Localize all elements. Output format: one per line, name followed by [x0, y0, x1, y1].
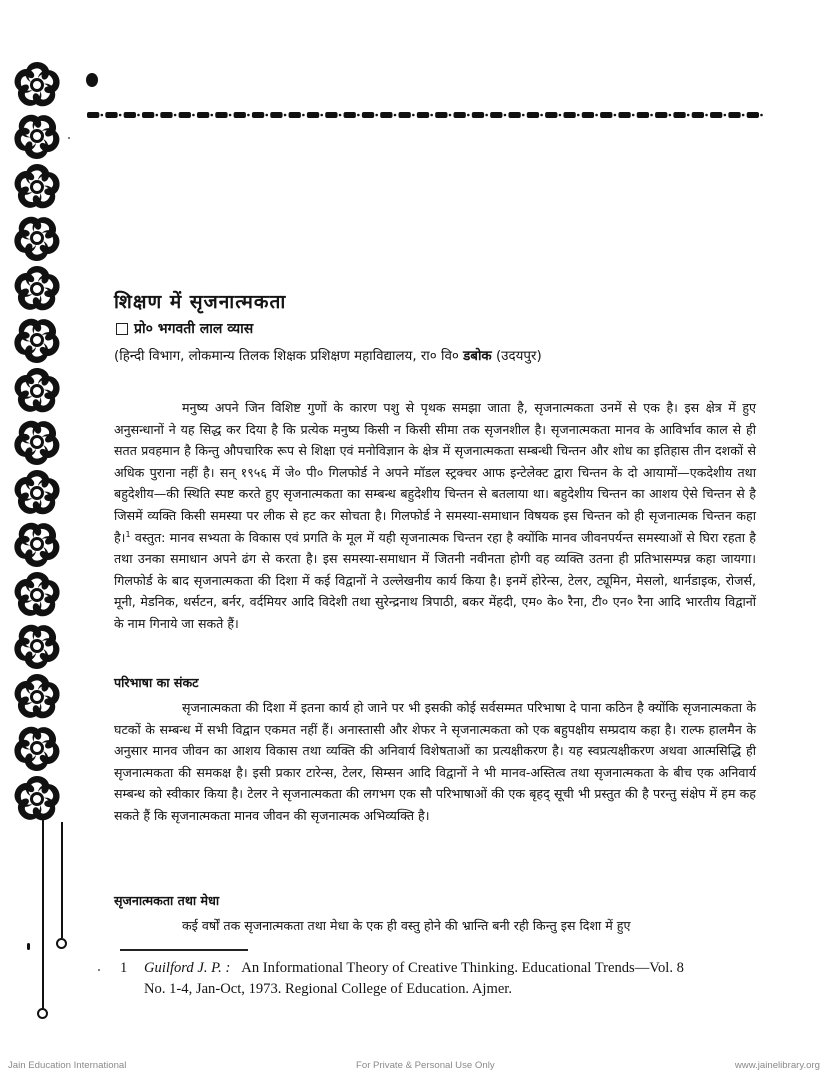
swirl-ornament-icon: [12, 364, 62, 418]
footer-website-link[interactable]: www.jainelibrary.org: [734, 1060, 820, 1071]
footnote-divider: [120, 949, 248, 951]
swirl-ornament-icon: [12, 772, 62, 826]
affiliation-text: (हिन्दी विभाग, लोकमान्य तिलक शिक्षक प्रशिक्षण महाविद्यालय, रा० वि०: [114, 349, 464, 364]
swirl-ornament-icon: [12, 517, 62, 571]
author-affiliation: [114, 346, 542, 364]
affiliation-place: डबोक: [463, 349, 492, 364]
footnote-citation: An Informational Theory of Creative Thinking. Educational Trends—Vol. 8: [241, 960, 684, 976]
footnote-line-1: [120, 958, 760, 979]
border-ring-icon: [56, 938, 67, 949]
border-tick-mark: [27, 943, 30, 950]
swirl-ornament-icon: [12, 160, 62, 214]
footer-usage-note: For Private & Personal Use Only: [356, 1060, 495, 1071]
border-line-short: [61, 822, 63, 938]
swirl-ornament-icon: [12, 58, 62, 112]
footnote-number: 1: [120, 960, 128, 976]
swirl-ornament-icon: [12, 466, 62, 520]
footer-publisher: Jain Education International: [8, 1060, 127, 1071]
swirl-ornament-icon: [12, 313, 62, 367]
header-bullet-icon: [86, 73, 98, 87]
body-paragraph: कई वर्षों तक सृजनात्मकता तथा मेधा के एक ही वस्तु होने की भ्रान्ति बनी रही किन्तु इस दिशा में हुए: [182, 918, 631, 933]
swirl-ornament-icon: [12, 721, 62, 775]
scan-speck: [68, 137, 70, 139]
footnote: [120, 958, 760, 1000]
footnote-reference[interactable]: 1: [125, 529, 131, 539]
swirl-ornament-icon: [12, 619, 62, 673]
intro-section: [114, 397, 756, 635]
section-heading-creativity-intelligence: सृजनात्मकता तथा मेधा: [114, 893, 220, 908]
swirl-ornament-icon: [12, 415, 62, 469]
header-dashed-rule: [86, 111, 764, 119]
border-line-long: [42, 818, 44, 1010]
author-box-icon: [116, 323, 128, 335]
scan-speck: [98, 969, 100, 971]
footnote-line-2: No. 1-4, Jan-Oct, 1973. Regional College of Education. Ajmer.: [144, 981, 513, 997]
swirl-ornament-icon: [12, 211, 62, 265]
creativity-intelligence-section: [114, 915, 756, 937]
swirl-ornament-icon: [12, 670, 62, 724]
definition-section: [114, 697, 756, 827]
swirl-ornament-icon: [12, 568, 62, 622]
footnote-author: Guilford J. P. :: [144, 960, 231, 976]
paragraph-text: वस्तुत: मानव सभ्यता के विकास एवं प्रगति के मूल में यही सृजनात्मक चिन्तन रहा है क्योंकि मानव जीवनपर्यन्त समस्याओं से घिरा रहता है तथा उनका समाधान अपने ढंग से करता है। इस समस्या-समाधान में जितनी नवीनता होगी वह व्यक्ति उतना ही प्रतिभासम्पन्न कहा जायगा। गिलफोर्ड के बाद सृजनात्मकता की दिशा में कई विद्वानों ने उल्लेखनीय कार्य किया है। इनमें होरेन्स, टेलर, ट्यूमिन, मेसलो, थार्नडाइक, रोजर्स, मूनी, मेडनिक, थर्सटन, बर्नर, वर्दमियर आदि विदेशी तथा सुरेन्द्रनाथ त्रिपाठी, बकर मेंहदी, एम० के० रैना, टी० एन० रैना आदि भारतीय विद्वानों के नाम गिनाये जा सकते हैं।: [114, 529, 756, 631]
article-title: शिक्षण में सृजनात्मकता: [114, 291, 287, 313]
ornamental-border: [12, 58, 72, 818]
swirl-ornament-icon: [12, 109, 62, 163]
author-line: [116, 319, 253, 338]
paragraph-text: मनुष्य अपने जिन विशिष्ट गुणों के कारण पशु से पृथक समझा जाता है, सृजनात्मकता उनमें से एक है। इस क्षेत्र में हुए अनुसन्धानों ने यह सिद्ध कर दिया है कि प्रत्येक मनुष्य किसी न किसी सीमा तक सृजनशील है। सृजनात्मकता मानव के आविर्भाव काल से ही सतत प्रवहमान है किन्तु औपचारिक रूप से शिक्षा एवं मनोविज्ञान के क्षेत्र में सृजनात्मकता सम्बन्धी चिन्तन और शोध का इतिहास तीन दशकों से अधिक पुराना नहीं है। सन् १९५६ में जे० पी० गिलफोर्ड ने अपने मॉडल स्ट्रक्चर आफ इन्टेलेक्ट द्वारा चिन्तन के दो आयामों—एकदेशीय तथा बहुदेशीय—की स्थिति स्पष्ट करते हुए सृजनात्मकता का सम्बन्ध बहुदेशीय चिन्तन से बतलाया था। बहुदेशीय चिन्तन का आशय ऐसे चिन्तन से है जिसमें व्यक्ति किसी समस्या पर लीक से हट कर सोचता है। गिलफोर्ड ने समस्या-समाधान विषयक इस चिन्तन को ही सृजनात्मक चिन्तन कहा है।: [114, 400, 756, 545]
border-ring-icon: [37, 1008, 48, 1019]
author-name: प्रो० भगवती लाल व्यास: [134, 321, 254, 337]
section-heading-definition: परिभाषा का संकट: [114, 675, 199, 690]
body-paragraph: सृजनात्मकता की दिशा में इतना कार्य हो जाने पर भी इसकी कोई सर्वसम्मत परिभाषा दे पाना कठिन है क्योंकि सृजनात्मकता के घटकों के सम्बन्ध में सभी विद्वान एकमत नहीं हैं। अनास्तासी और शेफर ने सृजनात्मकता को एक बहुपक्षीय सम्प्रदाय कहा है। राल्फ हालमैन के अनुसार मानव जीवन का आशय विकास तथा व्यक्ति की अनिवार्य विशेषताओं का प्रत्यक्षीकरण है। यह स्वप्रत्यक्षीकरण अथवा आत्मसिद्धि ही सृजनात्मकता की समकक्ष है। इसी प्रकार टारेन्स, टेलर, सिम्सन आदि विद्वानों ने भी मानव-अस्तित्व तथा सृजनात्मकता के बीच एक अनिवार्य सम्बन्ध को स्वीकार किया है। टेलर ने सृजनात्मकता की लगभग एक सौ परिभाषाओं की एक बृहद् सूची भी प्रस्तुत की है परन्तु संक्षेप में हम कह सकते हैं कि सृजनात्मकता मानव जीवन की सृजनात्मक अभिव्यक्ति है।: [114, 700, 756, 823]
affiliation-city: (उदयपुर): [491, 349, 542, 364]
swirl-ornament-icon: [12, 262, 62, 316]
body-paragraph: [114, 397, 756, 635]
